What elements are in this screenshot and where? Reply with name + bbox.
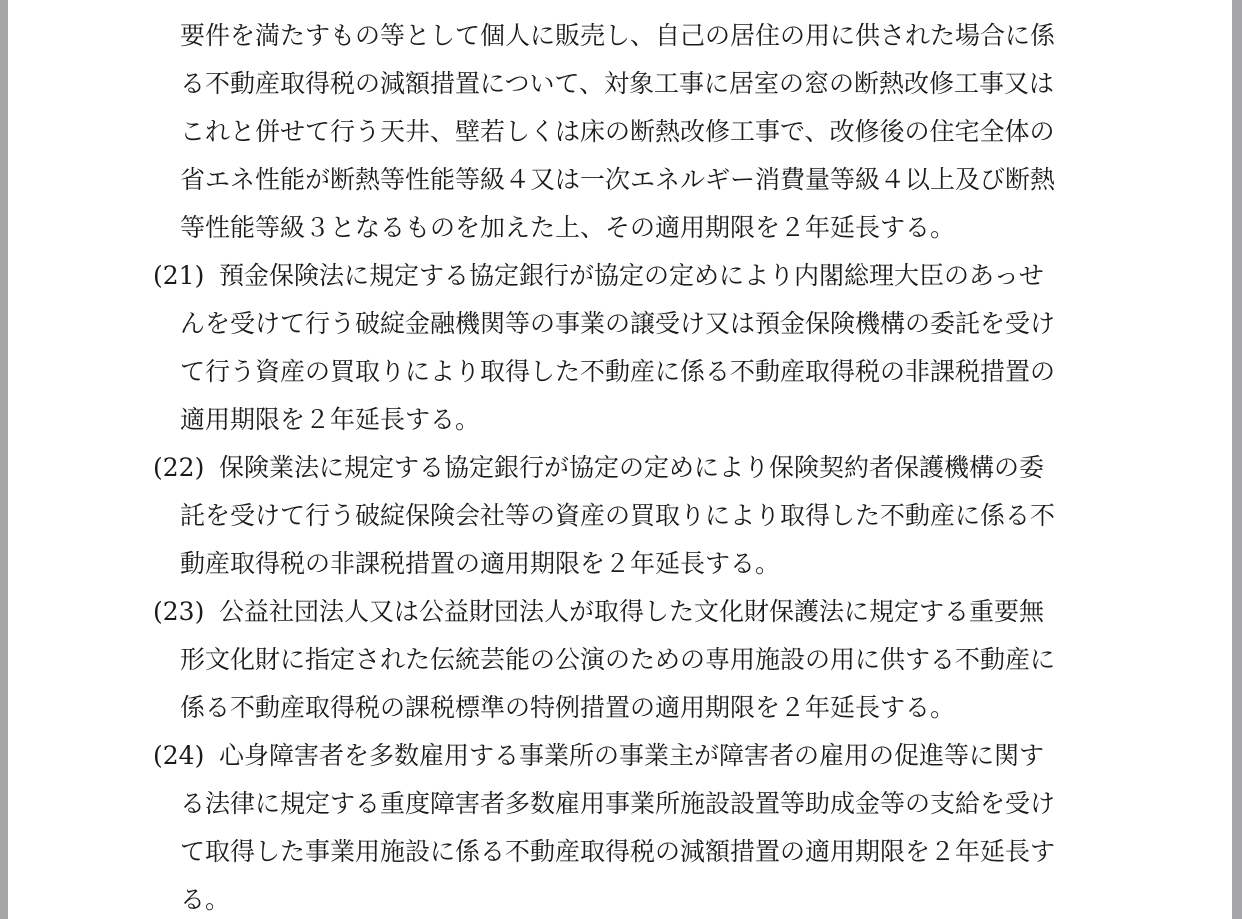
- item-line: んを受けて行う破綻金融機関等の事業の譲受け又は預金保険機構の委託を受け: [180, 309, 1056, 338]
- list-item: [153, 444, 1055, 588]
- paragraph-line: 等性能等級３となるものを加えた上、その適用期限を２年延長する。: [180, 213, 956, 242]
- list-item: [153, 588, 1055, 732]
- list-item: [153, 252, 1055, 444]
- paragraph-line: 要件を満たすもの等として個人に販売し、自己の居住の用に供された場合に係: [180, 21, 1056, 50]
- paragraph-line: これと併せて行う天井、壁若しくは床の断熱改修工事で、改修後の住宅全体の: [180, 117, 1055, 146]
- item-number: (21): [153, 261, 205, 290]
- item-first-line: [153, 252, 1055, 300]
- document-page: [8, 0, 1232, 919]
- item-text: 心身障害者を多数雇用する事業所の事業主が障害者の雇用の促進等に関す: [219, 741, 1045, 770]
- item-line: 託を受けて行う破綻保険会社等の資産の買取りにより取得した不動産に係る不: [180, 501, 1056, 530]
- item-first-line: [153, 732, 1055, 780]
- item-line: る法律に規定する重度障害者多数雇用事業所施設設置等助成金等の支給を受け: [180, 789, 1056, 818]
- item-line: て行う資産の買取りにより取得した不動産に係る不動産取得税の非課税措置の: [180, 357, 1056, 386]
- item-first-line: [153, 444, 1055, 492]
- list-item: [153, 732, 1055, 919]
- paragraph-line: る不動産取得税の減額措置について、対象工事に居室の窓の断熱改修工事又は: [180, 69, 1055, 98]
- item-number: (23): [153, 597, 205, 626]
- item-line: 係る不動産取得税の課税標準の特例措置の適用期限を２年延長する。: [180, 693, 956, 722]
- item-number: (22): [153, 453, 205, 482]
- item-text: 預金保険法に規定する協定銀行が協定の定めにより内閣総理大臣のあっせ: [219, 261, 1044, 290]
- item-text: 公益社団法人又は公益財団法人が取得した文化財保護法に規定する重要無: [219, 597, 1045, 626]
- item-line: 適用期限を２年延長する。: [180, 405, 481, 434]
- item-first-line: [153, 588, 1055, 636]
- item-line: る。: [180, 885, 231, 914]
- item-line: 形文化財に指定された伝統芸能の公演のための専用施設の用に供する不動産に: [180, 645, 1056, 674]
- item-text: 保険業法に規定する協定銀行が協定の定めにより保険契約者保護機構の委: [219, 453, 1045, 482]
- lead-paragraph: [180, 12, 1055, 252]
- item-number: (24): [153, 741, 205, 770]
- item-line: て取得した事業用施設に係る不動産取得税の減額措置の適用期限を２年延長す: [180, 837, 1056, 866]
- paragraph-line: 省エネ性能が断熱等性能等級４又は一次エネルギー消費量等級４以上及び断熱: [180, 165, 1056, 194]
- item-line: 動産取得税の非課税措置の適用期限を２年延長する。: [180, 549, 781, 578]
